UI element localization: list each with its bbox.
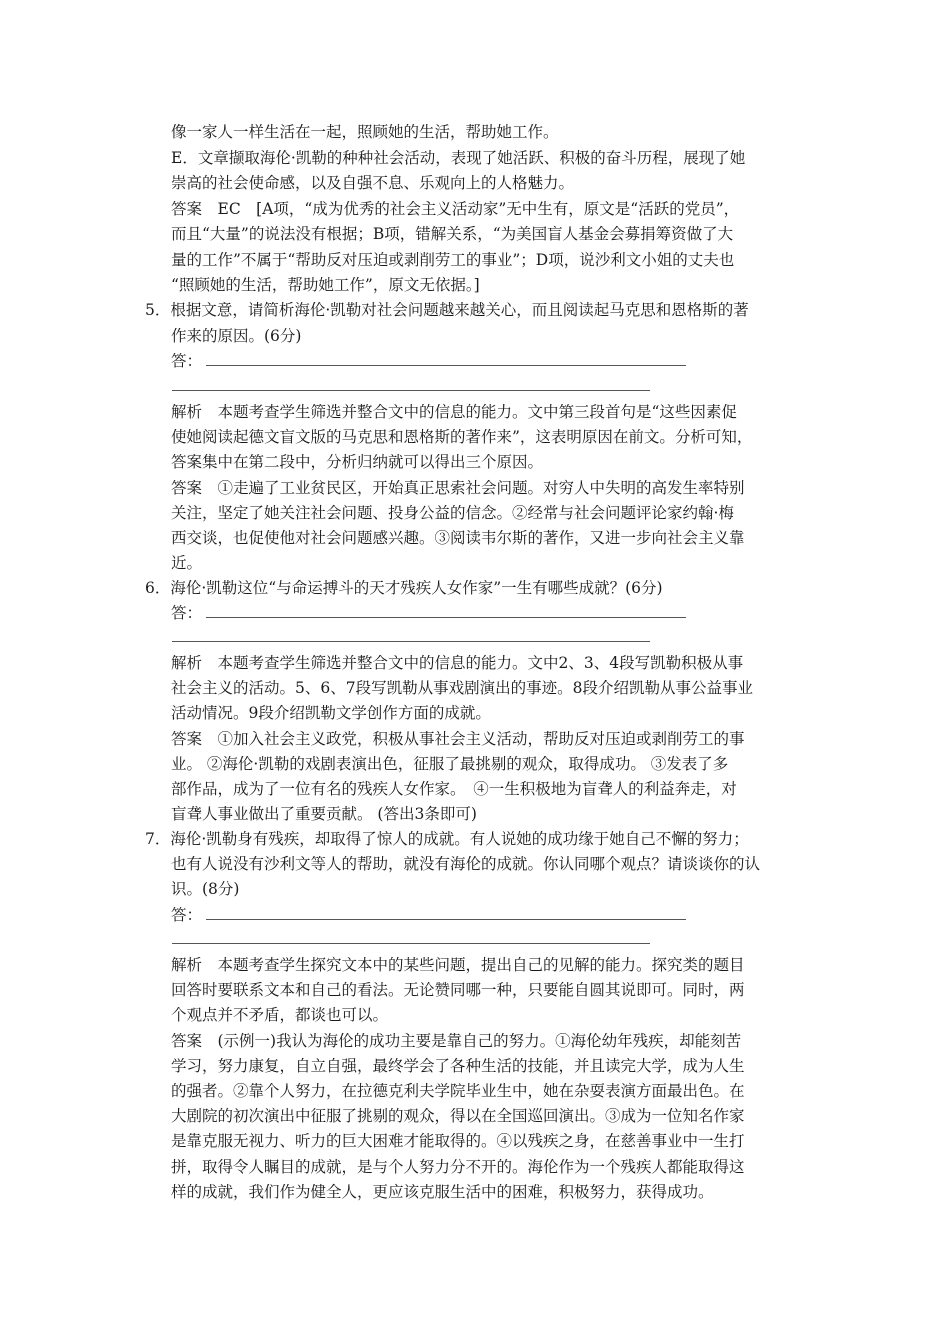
answer-line: “照顾她的生活，帮助她工作”，原文无依据。] [171, 276, 480, 294]
option-e: E．文章撷取海伦·凯勒的种种社会活动，表现了她活跃、积极的奋斗历程，展现了她 [171, 149, 746, 167]
analysis-line: 个观点并不矛盾，都谈也可以。 [171, 1006, 389, 1024]
answer-line: 关注，坚定了她关注社会问题、投身公益的信念。②经常与社会问题评论家约翰·梅 [171, 504, 734, 522]
answer-line: 大剧院的初次演出中征服了挑剔的观众，得以在全国巡回演出。③成为一位知名作家 [171, 1107, 745, 1125]
analysis-line: 解析 本题考查学生探究文本中的某些问题，提出自己的见解的能力。探究类的题目 [171, 956, 745, 974]
answer-underline-2 [172, 390, 650, 391]
answer-blank[interactable] [171, 905, 686, 925]
question-7-cont: 识。(8分) [171, 880, 240, 898]
answer-line: 量的工作”不属于“帮助反对压迫或剥削劳工的事业”；D项，说沙利文小姐的丈夫也 [171, 251, 735, 269]
answer-line: 答案 EC [A项，“成为优秀的社会主义活动家”无中生有，原文是“活跃的党员”， [171, 200, 740, 218]
answer-underline [206, 905, 686, 920]
answer-blank[interactable] [171, 351, 686, 371]
answer-line: 样的成就，我们作为健全人，更应该克服生活中的困难，积极努力，获得成功。 [171, 1183, 714, 1201]
answer-underline-2 [172, 943, 650, 944]
question-7-cont: 也有人说没有沙利文等人的帮助，就没有海伦的成就。你认同哪个观点？请谈谈你的认 [171, 855, 761, 873]
text-line: 像一家人一样生活在一起，照顾她的生活，帮助她工作。 [171, 123, 559, 141]
analysis-line: 使她阅读起德文盲文版的马克思和恩格斯的著作来”，这表明原因在前文。分析可知， [171, 428, 753, 446]
answer-line: 是靠克服无视力、听力的巨大困难才能取得的。④以残疾之身，在慈善事业中一生打 [171, 1132, 745, 1150]
analysis-line: 活动情况。9段介绍凯勒文学创作方面的成就。 [171, 704, 491, 722]
text-line: 崇高的社会使命感，以及自强不息、乐观向上的人格魅力。 [171, 174, 575, 192]
answer-line: 拼，取得令人瞩目的成就，是与个人努力分不开的。海伦作为一个残疾人都能取得这 [171, 1158, 745, 1176]
answer-line: 答案 ①走遍了工业贫民区，开始真正思索社会问题。对穷人中失明的高发生率特别 [171, 479, 745, 497]
answer-line: 的强者。②靠个人努力，在拉德克利夫学院毕业生中，她在杂耍表演方面最出色。在 [171, 1082, 745, 1100]
answer-prefix: 答： [171, 604, 203, 622]
answer-prefix: 答： [171, 352, 203, 370]
analysis-line: 解析 本题考查学生筛选并整合文中的信息的能力。文中第三段首句是“这些因素促 [171, 403, 737, 421]
analysis-line: 社会主义的活动。5、6、7段写凯勒从事戏剧演出的事迹。8段介绍凯勒从事公益事业 [171, 679, 753, 697]
answer-line: 盲聋人事业做出了重要贡献。 (答出3条即可) [171, 805, 477, 823]
analysis-line: 回答时要联系文本和自己的看法。无论赞同哪一种，只要能自圆其说即可。同时，两 [171, 981, 745, 999]
analysis-line: 答案集中在第二段中，分析归纳就可以得出三个原因。 [171, 453, 544, 471]
question-5-cont: 作来的原因。(6分) [171, 327, 302, 345]
answer-line: 业。 ②海伦·凯勒的戏剧表演出色，征服了最挑剔的观众，取得成功。 ③发表了多 [171, 755, 729, 773]
analysis-line: 解析 本题考查学生筛选并整合文中的信息的能力。文中2、3、4段写凯勒积极从事 [171, 654, 744, 672]
answer-prefix: 答： [171, 906, 203, 924]
answer-underline [206, 603, 686, 618]
question-6: 6．海伦·凯勒这位“与命运搏斗的天才残疾人女作家”一生有哪些成就？(6分) [145, 579, 663, 597]
answer-underline-2 [172, 641, 650, 642]
answer-line: 答案 ①加入社会主义政党，积极从事社会主义活动，帮助反对压迫或剥削劳工的事 [171, 730, 745, 748]
answer-line: 学习，努力康复，自立自强，最终学会了各种生活的技能，并且读完大学，成为人生 [171, 1057, 745, 1075]
answer-underline [206, 351, 686, 366]
answer-line: 西交谈，也促使他对社会问题感兴趣。③阅读韦尔斯的著作，又进一步向社会主义靠 [171, 529, 745, 547]
question-5: 5．根据文意，请简析海伦·凯勒对社会问题越来越关心，而且阅读起马克思和恩格斯的著 [145, 301, 749, 319]
answer-blank[interactable] [171, 603, 686, 623]
answer-line: 而且“大量”的说法没有根据；B项，错解关系，“为美国盲人基金会募捐筹资做了大 [171, 225, 734, 243]
answer-line: 近。 [171, 554, 203, 572]
answer-line: 部作品，成为了一位有名的残疾人女作家。 ④一生积极地为盲聋人的利益奔走，对 [171, 780, 737, 798]
question-7: 7．海伦·凯勒身有残疾，却取得了惊人的成就。有人说她的成功缘于她自己不懈的努力； [145, 830, 749, 848]
answer-line: 答案 (示例一)我认为海伦的成功主要是靠自己的努力。①海伦幼年残疾，却能刻苦 [171, 1032, 742, 1050]
